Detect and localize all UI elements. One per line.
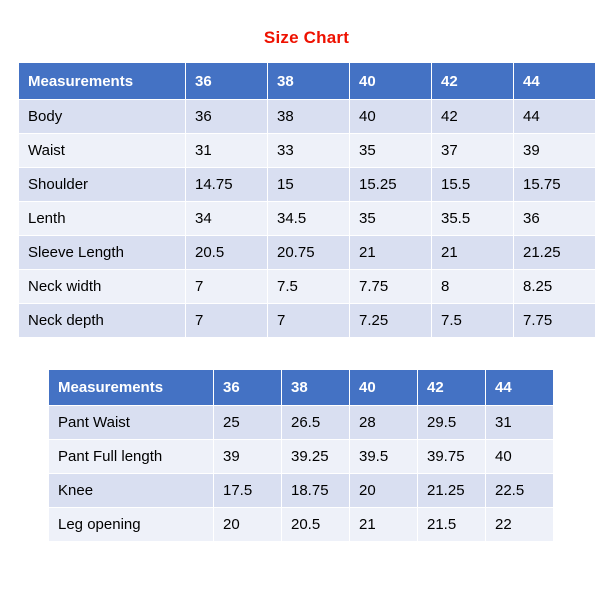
cell-value: 38 [268, 100, 350, 134]
cell-value: 22 [486, 508, 554, 542]
cell-value: 29.5 [418, 406, 486, 440]
cell-value: 22.5 [486, 474, 554, 508]
cell-value: 14.75 [186, 168, 268, 202]
row-label: Neck depth [19, 304, 186, 338]
cell-value: 7.75 [514, 304, 596, 338]
cell-value: 20 [350, 474, 418, 508]
cell-value: 21 [432, 236, 514, 270]
table-row [19, 270, 596, 304]
cell-value: 21 [350, 236, 432, 270]
cell-value: 25 [214, 406, 282, 440]
cell-value: 35 [350, 202, 432, 236]
cell-value: 20.5 [282, 508, 350, 542]
table-row [49, 508, 554, 542]
column-header-40: 40 [350, 370, 418, 406]
cell-value: 21.25 [514, 236, 596, 270]
row-label: Body [19, 100, 186, 134]
row-label: Waist [19, 134, 186, 168]
cell-value: 21.5 [418, 508, 486, 542]
cell-value: 31 [486, 406, 554, 440]
cell-value: 15.25 [350, 168, 432, 202]
cell-value: 8.25 [514, 270, 596, 304]
cell-value: 7 [186, 304, 268, 338]
row-label: Knee [49, 474, 214, 508]
cell-value: 34 [186, 202, 268, 236]
pant-measurements-table [48, 369, 554, 542]
table-row [49, 440, 554, 474]
table-row [19, 304, 596, 338]
row-label: Pant Waist [49, 406, 214, 440]
cell-value: 21.25 [418, 474, 486, 508]
cell-value: 39.25 [282, 440, 350, 474]
column-header-36: 36 [186, 63, 268, 100]
cell-value: 28 [350, 406, 418, 440]
table-row [19, 100, 596, 134]
cell-value: 39 [214, 440, 282, 474]
cell-value: 15.75 [514, 168, 596, 202]
cell-value: 7.25 [350, 304, 432, 338]
cell-value: 35 [350, 134, 432, 168]
column-header-36: 36 [214, 370, 282, 406]
cell-value: 42 [432, 100, 514, 134]
row-label: Leg opening [49, 508, 214, 542]
cell-value: 18.75 [282, 474, 350, 508]
column-header-44: 44 [486, 370, 554, 406]
cell-value: 34.5 [268, 202, 350, 236]
cell-value: 35.5 [432, 202, 514, 236]
column-header-measurements: Measurements [19, 63, 186, 100]
cell-value: 7 [186, 270, 268, 304]
column-header-44: 44 [514, 63, 596, 100]
column-header-40: 40 [350, 63, 432, 100]
page-title: Size Chart [263, 28, 350, 47]
row-label: Pant Full length [49, 440, 214, 474]
table-row [19, 202, 596, 236]
cell-value: 40 [350, 100, 432, 134]
cell-value: 20 [214, 508, 282, 542]
cell-value: 26.5 [282, 406, 350, 440]
cell-value: 33 [268, 134, 350, 168]
cell-value: 21 [350, 508, 418, 542]
cell-value: 15 [268, 168, 350, 202]
shirt-measurements-table [18, 62, 596, 338]
table-header-row [19, 63, 596, 100]
row-label: Sleeve Length [19, 236, 186, 270]
cell-value: 7.75 [350, 270, 432, 304]
table-row [49, 474, 554, 508]
row-label: Lenth [19, 202, 186, 236]
cell-value: 39 [514, 134, 596, 168]
cell-value: 40 [486, 440, 554, 474]
cell-value: 37 [432, 134, 514, 168]
cell-value: 44 [514, 100, 596, 134]
cell-value: 39.75 [418, 440, 486, 474]
cell-value: 39.5 [350, 440, 418, 474]
cell-value: 20.5 [186, 236, 268, 270]
column-header-42: 42 [432, 63, 514, 100]
column-header-38: 38 [268, 63, 350, 100]
cell-value: 31 [186, 134, 268, 168]
cell-value: 7 [268, 304, 350, 338]
cell-value: 7.5 [268, 270, 350, 304]
table-row [49, 406, 554, 440]
cell-value: 15.5 [432, 168, 514, 202]
column-header-38: 38 [282, 370, 350, 406]
table-header-row [49, 370, 554, 406]
cell-value: 8 [432, 270, 514, 304]
cell-value: 7.5 [432, 304, 514, 338]
column-header-measurements: Measurements [49, 370, 214, 406]
cell-value: 17.5 [214, 474, 282, 508]
row-label: Neck width [19, 270, 186, 304]
table-row [19, 236, 596, 270]
column-header-42: 42 [418, 370, 486, 406]
cell-value: 36 [514, 202, 596, 236]
table-row [19, 134, 596, 168]
table-row [19, 168, 596, 202]
cell-value: 20.75 [268, 236, 350, 270]
cell-value: 36 [186, 100, 268, 134]
row-label: Shoulder [19, 168, 186, 202]
